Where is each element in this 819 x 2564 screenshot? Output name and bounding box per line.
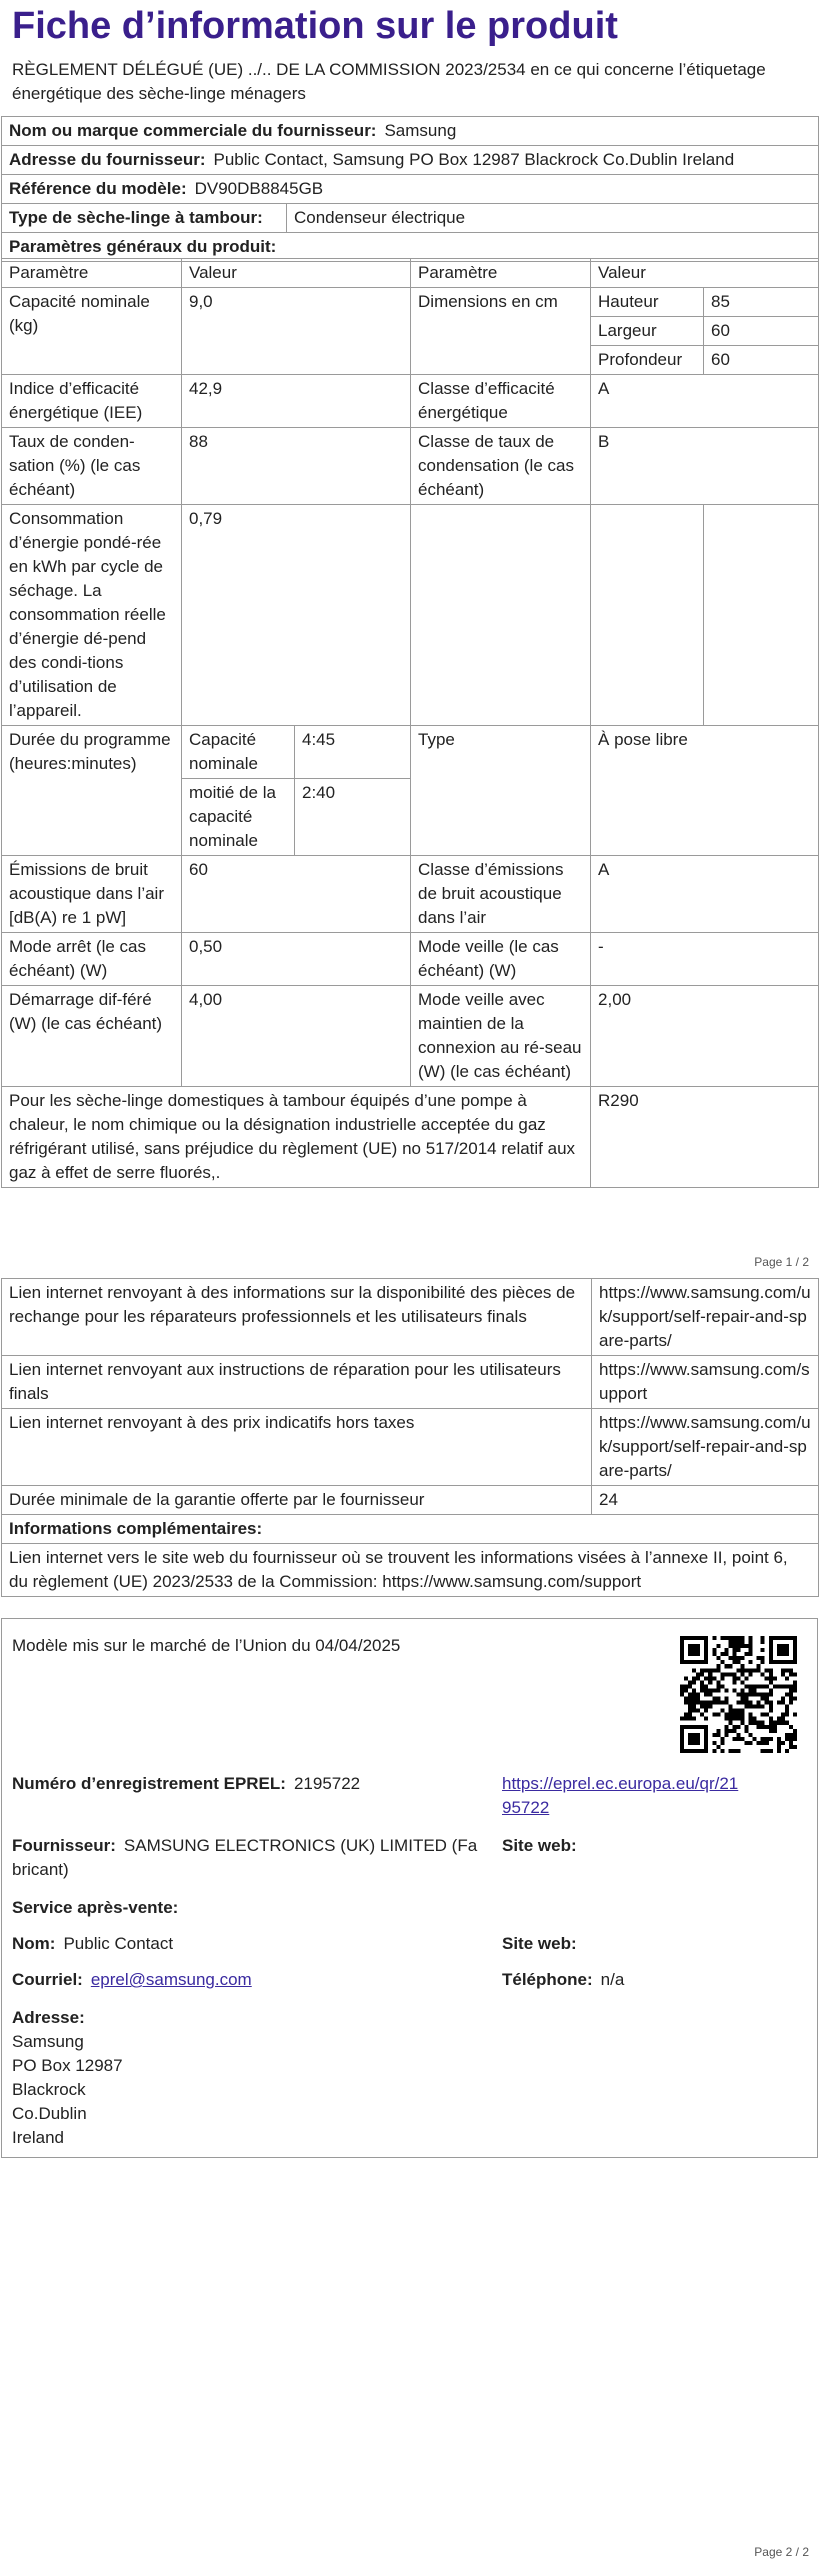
model-reference-label: Référence du modèle: (9, 179, 187, 198)
address-line: Co.Dublin (12, 2104, 87, 2123)
supplier-value-cont: bricant) (12, 1860, 69, 1879)
condensation-rate-label: Taux de conden-sation (%) (le cas échéant) (2, 428, 182, 505)
type-value: À pose libre (591, 726, 819, 856)
address-line: Blackrock (12, 2080, 86, 2099)
duration-label: Durée du programme (heures:minutes) (2, 726, 182, 856)
height-value: 85 (704, 288, 819, 317)
model-reference-value: DV90DB8845GB (194, 179, 324, 198)
networked-standby-label: Mode veille avec maintien de la connexion au ré-seau (W) (le cas échéant) (411, 986, 591, 1087)
table-row (2, 1515, 819, 1544)
supplier-address-label: Adresse du fournisseur: (9, 150, 206, 169)
empty-cell (591, 505, 704, 726)
half-capacity-value: 2:40 (295, 779, 411, 856)
col-param-header-2: Paramètre (411, 259, 591, 288)
empty-cell (411, 505, 591, 726)
delay-start-label: Démarrage dif-féré (W) (le cas échéant) (2, 986, 182, 1087)
col-value-header: Valeur (182, 259, 411, 288)
energy-consumption-value: 0,79 (182, 505, 411, 726)
supplier-table (1, 116, 819, 262)
half-capacity-label: moitié de la capacité nominale (182, 779, 295, 856)
contact-name-label: Nom: (12, 1934, 56, 1953)
page-number-2: Page 2 / 2 (754, 2545, 809, 2559)
noise-class-value: A (591, 856, 819, 933)
col-value-header-2: Valeur (591, 259, 819, 288)
spare-parts-link[interactable]: https://www.samsung.com/uk/support/self-repair-and-spare-parts/ (592, 1279, 819, 1356)
energy-consumption-label: Consommation d’énergie pondé-rée en kWh par cycle de séchage. La consommation réelle d’énergie dé-pend des condi-tions d’utilisation de l’appareil. (2, 505, 182, 726)
model-reference-row (2, 175, 819, 204)
regulation-text: RÈGLEMENT DÉLÉGUÉ (UE) ../.. DE LA COMMISSION 2023/2534 en ce qui concerne l’étiquetage énergétique des sèche-linge ménagers (12, 60, 766, 103)
condensation-rate-value: 88 (182, 428, 411, 505)
efficiency-class-value: A (591, 375, 819, 428)
type-label: Type (411, 726, 591, 856)
eprel-link[interactable]: https://eprel.ec.europa.eu/qr/21 (502, 1774, 739, 1793)
table-row (2, 1087, 819, 1188)
off-mode-value: 0,50 (182, 933, 411, 986)
dryer-type-row (2, 204, 819, 233)
params-header-row (2, 259, 819, 288)
iee-value: 42,9 (182, 375, 411, 428)
table-row (2, 1356, 819, 1409)
website-label-2: Site web: (502, 1934, 577, 1953)
address-label: Adresse: (12, 2008, 85, 2027)
off-mode-label: Mode arrêt (le cas échéant) (W) (2, 933, 182, 986)
email-link[interactable]: eprel@samsung.com (90, 1970, 252, 1989)
general-params-label: Paramètres généraux du produit: (2, 233, 819, 262)
table-row (2, 1279, 819, 1356)
table-row (2, 1409, 819, 1486)
delay-start-value: 4,00 (182, 986, 411, 1087)
page-number: Page 1 / 2 (754, 1255, 809, 1269)
eprel-link-cont[interactable]: 95722 (502, 1798, 550, 1817)
col-param-header: Paramètre (2, 259, 182, 288)
product-info-sheet (0, 0, 819, 1269)
dryer-type-value: Condenseur électrique (287, 204, 819, 233)
phone-label: Téléphone: (502, 1970, 593, 1989)
iee-label: Indice d’efficacité énergétique (IEE) (2, 375, 182, 428)
depth-value: 60 (704, 346, 819, 375)
eprel-label: Numéro d’enregistrement EPREL: (12, 1774, 286, 1793)
extra-info-label: Informations complémentaires: (2, 1515, 819, 1544)
height-label: Hauteur (591, 288, 704, 317)
supplier-name-row (2, 117, 819, 146)
page-title: Fiche d’information sur le produit (12, 5, 618, 47)
parameters-table (1, 258, 819, 1188)
table-row (2, 986, 819, 1087)
table-row (2, 288, 819, 317)
address-line: PO Box 12987 (12, 2056, 123, 2075)
depth-label: Profondeur (591, 346, 704, 375)
noise-class-label: Classe d’émissions de bruit acoustique dans l’air (411, 856, 591, 933)
table-row (2, 1544, 819, 1597)
phone-value: n/a (600, 1970, 625, 1989)
warranty-label: Durée minimale de la garantie offerte par le fournisseur (2, 1486, 592, 1515)
noise-value: 60 (182, 856, 411, 933)
condensation-class-label: Classe de taux de condensation (le cas échéant) (411, 428, 591, 505)
refrigerant-label: Pour les sèche-linge domestiques à tambour équipés d’une pompe à chaleur, le nom chimique ou la désignation industrielle acceptée du gaz réfrigérant utilisé, sans préjudice du règlement (UE) no 517/2014 relatif aux gaz à effet de serre fluorés,. (2, 1087, 591, 1188)
table-row (2, 856, 819, 933)
prices-label: Lien internet renvoyant à des prix indicatifs hors taxes (2, 1409, 592, 1486)
supplier-address-row (2, 146, 819, 175)
table-row (2, 726, 819, 779)
table-row (2, 375, 819, 428)
email-label: Courriel: (12, 1970, 83, 1989)
dimensions-label: Dimensions en cm (411, 288, 591, 375)
spare-parts-label: Lien internet renvoyant à des informations sur la disponibilité des pièces de rechange pour les réparateurs professionnels et les utilisateurs finals (2, 1279, 592, 1356)
dryer-type-label: Type de sèche-linge à tambour: (2, 204, 287, 233)
capacity-value: 9,0 (182, 288, 411, 375)
width-value: 60 (704, 317, 819, 346)
networked-standby-value: 2,00 (591, 986, 819, 1087)
table-row (2, 505, 819, 726)
table-row (2, 1486, 819, 1515)
width-label: Largeur (591, 317, 704, 346)
repair-label: Lien internet renvoyant aux instructions de réparation pour les utilisateurs finals (2, 1356, 592, 1409)
address-line: Samsung (12, 2032, 84, 2051)
address-line: Ireland (12, 2128, 64, 2147)
refrigerant-value: R290 (591, 1087, 819, 1188)
prices-link[interactable]: https://www.samsung.com/uk/support/self-repair-and-spare-parts/ (592, 1409, 819, 1486)
efficiency-class-label: Classe d’efficacité énergétique (411, 375, 591, 428)
supplier-name-label: Nom ou marque commerciale du fournisseur: (9, 121, 377, 140)
full-capacity-value: 4:45 (295, 726, 411, 779)
warranty-value: 24 (592, 1486, 819, 1515)
noise-label: Émissions de bruit acoustique dans l’air [dB(A) re 1 pW] (2, 856, 182, 933)
full-capacity-label: Capacité nominale (182, 726, 295, 779)
extra-info-text: Lien internet vers le site web du fournisseur où se trouvent les informations visées à l’annexe II, point 6, du règlement (UE) 2023/2533 de la Commission: https://www.samsung.com/support (2, 1544, 819, 1597)
table-row (2, 428, 819, 505)
standby-label: Mode veille (le cas échéant) (W) (411, 933, 591, 986)
after-sales-label: Service après-vente: (12, 1898, 179, 1917)
table-row (2, 933, 819, 986)
links-table (1, 1278, 819, 1597)
supplier-name-value: Samsung (384, 121, 457, 140)
repair-link[interactable]: https://www.samsung.com/support (592, 1356, 819, 1409)
supplier-value: SAMSUNG ELECTRONICS (UK) LIMITED (Fa (123, 1836, 478, 1855)
eprel-number: 2195722 (293, 1774, 361, 1793)
supplier-label: Fournisseur: (12, 1836, 116, 1855)
standby-value: - (591, 933, 819, 986)
contact-name-value: Public Contact (63, 1934, 174, 1953)
qr-code-icon (680, 1636, 797, 1753)
capacity-label: Capacité nominale (kg) (2, 288, 182, 375)
condensation-class-value: B (591, 428, 819, 505)
empty-cell (704, 505, 819, 726)
market-date-text: Modèle mis sur le marché de l’Union du 04/04/2025 (12, 1636, 401, 1655)
website-label: Site web: (502, 1836, 577, 1855)
supplier-address-value: Public Contact, Samsung PO Box 12987 Blackrock Co.Dublin Ireland (213, 150, 735, 169)
